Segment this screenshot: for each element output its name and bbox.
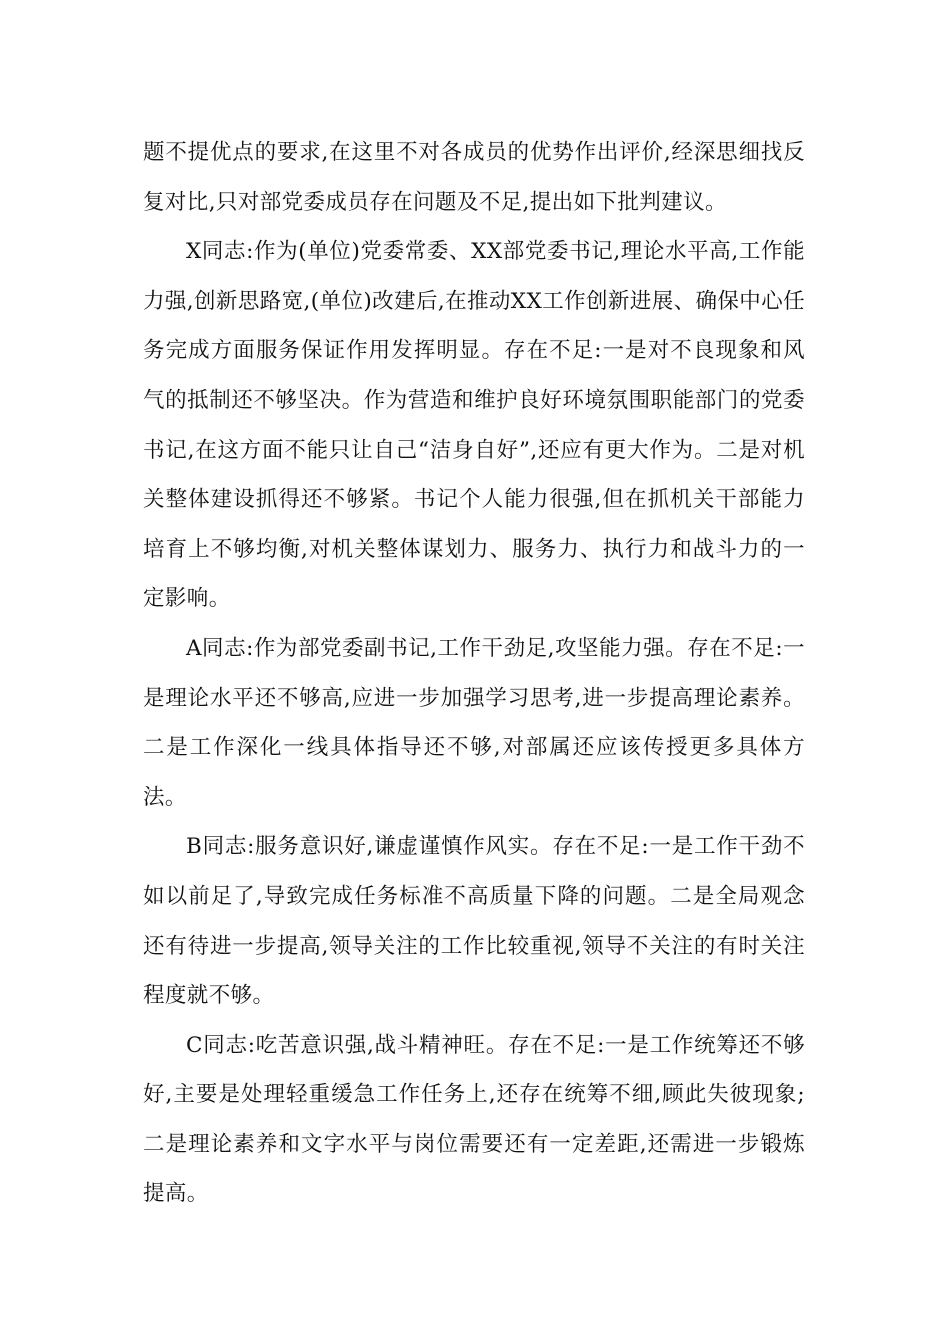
paragraph-comrade-a: A同志:作为部党委副书记,工作干劲足,攻坚能力强。存在不足:一是理论水平还不够高,应进一步加强学习思考,进一步提高理论素养。二是工作深化一线具体指导还不够,对部属还应该传授更多具体方法。 [143,635,805,810]
paragraph-comrade-c: C同志:吃苦意识强,战斗精神旺。存在不足:一是工作统筹还不够好,主要是处理轻重缓急工作任务上,还存在统筹不细,顾此失彼现象;二是理论素养和文字水平与岗位需要还有一定差距,还需进一步锻炼提高。 [143,1032,805,1207]
paragraph-comrade-x: X同志:作为(单位)党委常委、XX部党委书记,理论水平高,工作能力强,创新思路宽,(单位)改建后,在推动XX工作创新进展、确保中心任务完成方面服务保证作用发挥明显。存在不足:一是对不良现象和风气的抵制还不够坚决。作为营造和维护良好环境氛围职能部门的党委书记,在这方面不能只让自己“洁身自好”,还应有更大作为。二是对机关整体建设抓得还不够紧。书记个人能力很强,但在抓机关干部能力培育上不够均衡,对机关整体谋划力、服务力、执行力和战斗力的一定影响。 [143,239,805,612]
paragraph-comrade-b: B同志:服务意识好,谦虚谨慎作风实。存在不足:一是工作干劲不如以前足了,导致完成任务标准不高质量下降的问题。二是全局观念还有待进一步提高,领导关注的工作比较重视,领导不关注的有时关注程度就不够。 [143,834,805,1009]
document-body [143,128,805,1219]
paragraph-continuation: 题不提优点的要求,在这里不对各成员的优势作出评价,经深思细找反复对比,只对部党委成员存在问题及不足,提出如下批判建议。 [143,140,805,215]
